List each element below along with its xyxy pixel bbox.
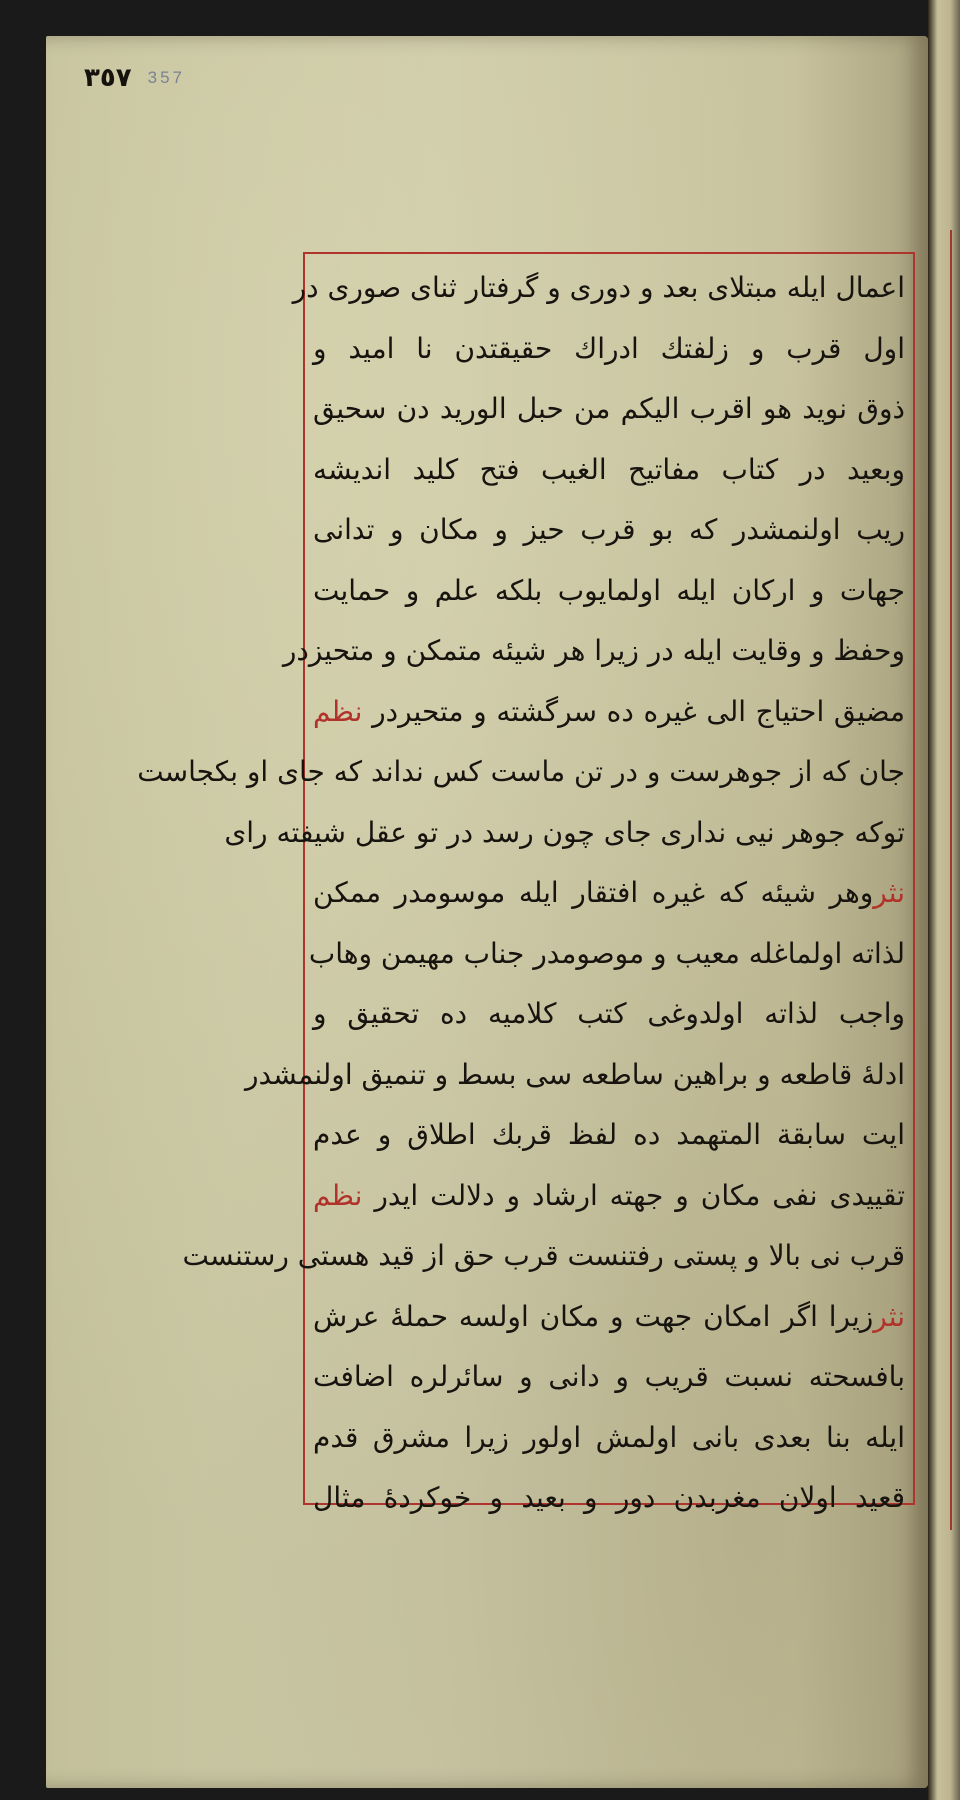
line-text: اعمال ایله مبتلای بعد و دوری و گرفتار ثنای صوری در — [292, 271, 905, 304]
line-text: بافسحته نسبت قریب و دانی و سائرلره اضافت — [313, 1360, 905, 1393]
rubric-heading: نظم — [313, 1178, 363, 1212]
folio-number-ink: ٣٥٧ — [84, 63, 132, 93]
line-text: وحفظ و وقایت ایله در زیرا هر شیئه متمکن و متحیزدر — [282, 634, 905, 667]
line-text: مضیق احتیاج الی غیره ده سرگشته و متحیردر — [372, 694, 905, 728]
line-text: ذوق نوید هو اقرب الیکم من حبل الورید دن سحیق — [313, 392, 905, 425]
text-line — [313, 1408, 905, 1469]
line-text: ایت سابقة المتهمد ده لفظ قربك اطلاق و عدم — [313, 1118, 905, 1151]
text-line — [313, 984, 905, 1045]
text-line — [137, 742, 905, 803]
text-block — [137, 258, 905, 1514]
rubric-heading: نثر — [873, 876, 905, 909]
text-line — [308, 924, 905, 985]
line-text: ایله بنا بعدی بانی اولمش اولور زیرا مشرق قدم — [313, 1420, 905, 1454]
line-text: وبعید در کتاب مفاتیح الغیب فتح کلید اندیشه — [313, 452, 905, 486]
text-line — [224, 803, 905, 864]
adjacent-page-frame-line — [950, 230, 952, 1530]
line-text: قعید اولان مغربدن دور و بعید و خوکردهٔ مثال — [313, 1481, 905, 1514]
folio-number — [84, 58, 185, 98]
text-line — [313, 500, 905, 561]
rubric-heading: نظم — [313, 694, 363, 728]
line-text: لذاته اولماغله معیب و موصومدر جناب مهیمن وهاب — [308, 936, 905, 970]
line-text: اول قرب و زلفتك ادراك حقیقتدن نا امید و — [313, 331, 905, 365]
adjacent-page-edge — [928, 0, 960, 1800]
text-line — [313, 1347, 905, 1408]
text-line — [292, 258, 905, 319]
text-line — [282, 621, 905, 682]
line-text: تقییدی نفی مکان و جهته ارشاد و دلالت ایدر — [374, 1178, 905, 1212]
text-block-frame — [137, 252, 915, 1514]
text-line — [313, 1105, 905, 1166]
text-line — [313, 561, 905, 622]
text-line — [313, 1166, 905, 1227]
text-line — [244, 1045, 905, 1106]
line-text: واجب لذاته اولدوغی کتب کلامیه ده تحقیق و — [313, 997, 905, 1030]
text-line — [313, 440, 905, 501]
line-text: توکه جوهر نیی نداری جای چون رسد در تو عقل شیفته رای — [224, 815, 905, 849]
line-text: وهر شیئه که غیره افتقار ایله موسومدر ممکن — [313, 876, 874, 909]
text-line — [313, 863, 905, 924]
line-text: ادلهٔ قاطعه و براهین ساطعه سی بسط و تنمیق اولنمشدر — [244, 1057, 905, 1091]
line-text: زیرا اگر امکان جهت و مکان اولسه حملهٔ عرش — [313, 1299, 874, 1333]
line-text: قرب نی بالا و پستی رفتنست قرب حق از قید هستی رستنست — [182, 1239, 905, 1272]
text-line — [182, 1226, 905, 1287]
text-line — [313, 1287, 905, 1348]
text-line — [313, 1468, 905, 1529]
text-line — [313, 319, 905, 380]
text-line — [313, 379, 905, 440]
folio-number-pencil: 357 — [147, 68, 185, 87]
line-text: جان که از جوهرست و در تن ماست کس نداند که جای او بکجاست — [137, 755, 905, 788]
text-line — [313, 682, 905, 743]
line-text: ریب اولنمشدر که بو قرب حیز و مکان و تدانی — [313, 513, 905, 546]
line-text: جهات و ارکان ایله اولمایوب بلکه علم و حمایت — [313, 573, 905, 607]
rubric-heading: نثر — [873, 1299, 905, 1333]
